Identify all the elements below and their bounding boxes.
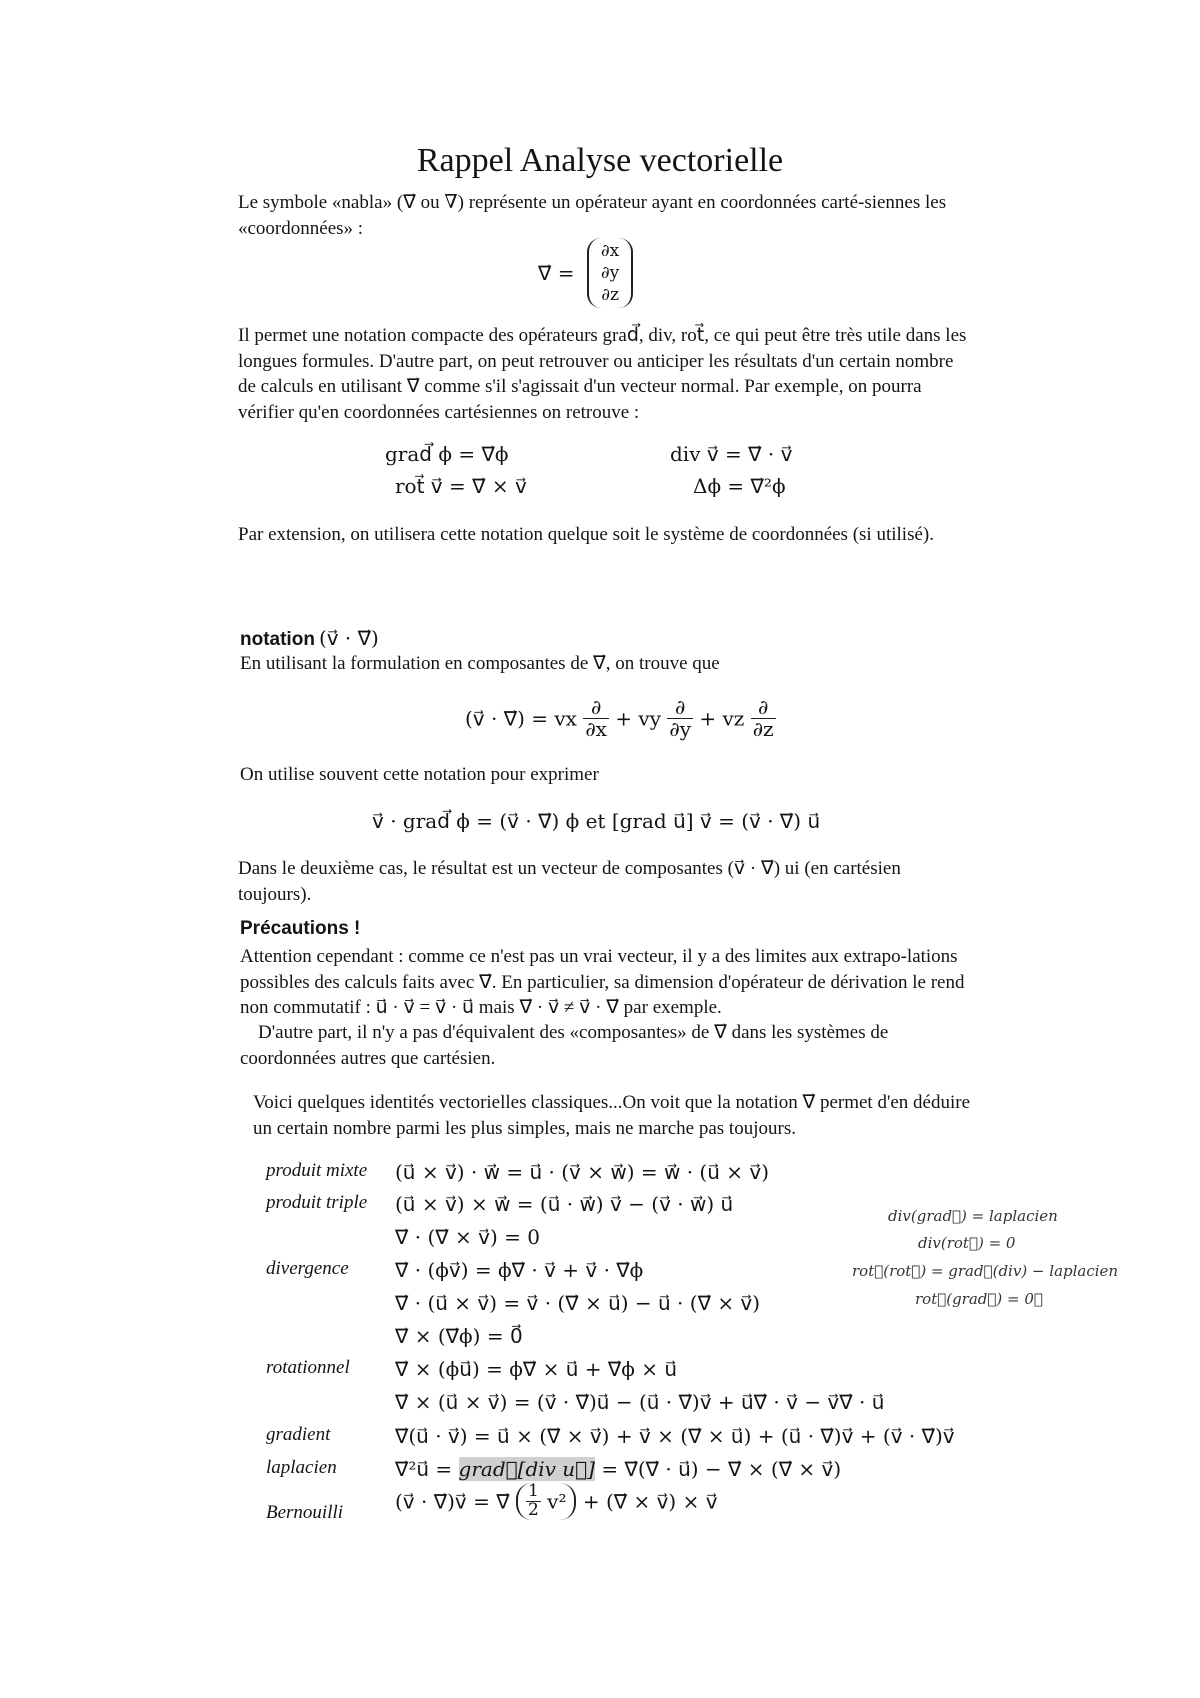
identity-div-rot: ∇⃗ · (∇⃗ × v⃗) = 0 — [395, 1225, 540, 1249]
fraction-d-dz — [751, 697, 776, 740]
frac-den-y: ∂y — [669, 717, 692, 741]
formula-rot: rot⃗ v⃗ = ∇⃗ × v⃗ — [395, 474, 527, 498]
notation-eq-mid1: + vy — [615, 706, 662, 731]
nabla-lhs: ∇⃗ = — [538, 261, 575, 285]
label-gradient: gradient — [266, 1424, 331, 1445]
intro-text-1: Le symbole «nabla» (∇⃗ ou ∇) représente un opérateur ayant en coordonnées carté-siennes les «coordonnées» : — [238, 192, 947, 239]
notation-paragraph-3 — [238, 856, 968, 907]
identity-rotationnel-1: ∇⃗ × (ϕu⃗) = ϕ∇⃗ × u⃗ + ∇⃗ϕ × u⃗ — [395, 1357, 678, 1381]
identity-rot-grad: ∇⃗ × (∇⃗ϕ) = 0⃗ — [395, 1324, 523, 1348]
identities-intro — [253, 1090, 983, 1141]
identities-intro-text: Voici quelques identités vectorielles classiques...On voit que la notation ∇⃗ permet d'en déduire un certain nombre parmi les plus simples, mais ne marche pas toujours. — [253, 1092, 971, 1139]
formula-div: div v⃗ = ∇⃗ · v⃗ — [670, 442, 793, 466]
notation-text-3: Dans le deuxième cas, le résultat est un vecteur de composantes (v⃗ · ∇⃗) ui (en cartésien toujours). — [238, 858, 901, 905]
precautions-heading: Précautions ! — [240, 918, 361, 939]
label-divergence: divergence — [266, 1258, 349, 1279]
bernouilli-paren — [516, 1483, 577, 1520]
side-note-4: rot⃗(grad⃗) = 0⃗ — [915, 1290, 1043, 1308]
frac-num-half: 1 — [527, 1481, 539, 1501]
precautions-text-2: D'autre part, il n'y a pas d'équivalent des «composantes» de ∇⃗ dans les systèmes de coordonnées autres que cartésien. — [240, 1022, 889, 1069]
formula-laplacian: Δϕ = ∇⃗²ϕ — [693, 474, 786, 498]
laplacien-highlight: grad⃗[div u⃗] — [458, 1457, 595, 1481]
identity-rotationnel-2: ∇⃗ × (u⃗ × v⃗) = (v⃗ · ∇⃗)u⃗ − (u⃗ · ∇⃗)v⃗ + u⃗∇⃗ · v⃗ − v⃗∇⃗ · u⃗ — [395, 1390, 885, 1414]
nabla-vector — [587, 238, 633, 308]
intro-text-2: Il permet une notation compacte des opérateurs grad⃗, div, rot⃗, ce qui peut être très utile dans les longues formules. D'autre part, on peut retrouver ou anticiper les résultats d'un certain nombre de calculs en utilisant ∇⃗ comme s'il s'agissait d'un vecteur normal. Par exemple, on pourra vérifier qu'en coordonnées cartésiennes on retrouve : — [238, 325, 967, 423]
notation-equation — [465, 697, 776, 740]
laplacien-lhs: ∇⃗²u⃗ = — [395, 1457, 453, 1481]
frac-num-x: ∂ — [583, 697, 609, 719]
identity-produit-mixte: (u⃗ × v⃗) · w⃗ = u⃗ · (v⃗ × w⃗) = w⃗ · (u⃗ × v⃗) — [395, 1160, 770, 1184]
intro-paragraph-3 — [238, 522, 968, 548]
nabla-component-x: ∂x — [600, 241, 620, 261]
formula-grad: grad⃗ ϕ = ∇⃗ϕ — [385, 442, 509, 466]
frac-num-y: ∂ — [667, 697, 693, 719]
nabla-definition — [538, 238, 633, 308]
notation-line-1: En utilisant la formulation en composantes de ∇⃗, on trouve que — [240, 653, 720, 674]
precautions-paragraph-1 — [240, 944, 970, 1021]
nabla-component-z: ∂z — [601, 285, 619, 305]
frac-den-x: ∂x — [585, 717, 607, 741]
notation-eq-mid2: + vz — [699, 706, 745, 731]
notation-equation-2: v⃗ · grad⃗ ϕ = (v⃗ · ∇⃗) ϕ et [grad u⃗] v⃗ = (v⃗ · ∇⃗) u⃗ — [372, 809, 821, 833]
identity-divergence-2: ∇⃗ · (u⃗ × v⃗) = v⃗ · (∇⃗ × u⃗) − u⃗ · (∇⃗ × v⃗) — [395, 1291, 761, 1315]
side-note-2: div(rot⃗) = 0 — [918, 1234, 1016, 1252]
precautions-paragraph-2 — [240, 1020, 970, 1071]
notation-heading-math: (v⃗ · ∇⃗) — [318, 626, 379, 650]
notation-heading-text: notation — [240, 629, 315, 650]
identity-laplacien — [395, 1457, 841, 1481]
intro-paragraph-2 — [238, 323, 968, 425]
label-produit-triple: produit triple — [266, 1192, 368, 1213]
laplacien-rhs: = ∇⃗(∇⃗ · u⃗) − ∇⃗ × (∇⃗ × v⃗) — [601, 1457, 842, 1481]
notation-heading — [240, 626, 379, 651]
label-produit-mixte: produit mixte — [266, 1160, 368, 1181]
nabla-component-y: ∂y — [600, 263, 620, 283]
identity-produit-triple: (u⃗ × v⃗) × w⃗ = (u⃗ · w⃗) v⃗ − (v⃗ · w⃗) u⃗ — [395, 1192, 734, 1216]
page-title: Rappel Analyse vectorielle — [416, 142, 784, 179]
label-rotationnel: rotationnel — [266, 1357, 350, 1378]
frac-den-z: ∂z — [752, 717, 774, 741]
frac-num-z: ∂ — [751, 697, 776, 719]
bernouilli-v-squared: v² — [547, 1489, 567, 1514]
bernouilli-rhs: + (∇⃗ × v⃗) × v⃗ — [582, 1489, 718, 1514]
side-note-3: rot⃗(rot⃗) = grad⃗(div) − laplacien — [852, 1262, 1119, 1280]
label-bernouilli: Bernouilli — [266, 1502, 344, 1523]
fraction-one-half — [526, 1483, 541, 1520]
intro-paragraph-1 — [238, 190, 968, 241]
identity-bernouilli — [395, 1483, 718, 1520]
identity-gradient: ∇⃗(u⃗ · v⃗) = u⃗ × (∇⃗ × v⃗) + v⃗ × (∇⃗ × u⃗) + (u⃗ · ∇⃗)v⃗ + (v⃗ · ∇⃗)v⃗ — [395, 1424, 955, 1448]
notation-line-2: On utilise souvent cette notation pour exprimer — [240, 764, 599, 785]
fraction-d-dx — [583, 697, 609, 740]
side-note-1: div(grad⃗) = laplacien — [888, 1207, 1058, 1225]
precautions-text-1: Attention cependant : comme ce n'est pas un vrai vecteur, il y a des limites aux extrapo-lations possibles des calculs faits avec ∇⃗. En particulier, sa dimension d'opérateur de dérivation le rend non commutatif : u⃗ · v⃗ = v⃗ · u⃗ mais ∇⃗ · v⃗ ≠ v⃗ · ∇⃗ par exemple. — [240, 946, 965, 1018]
bernouilli-lhs: (v⃗ · ∇⃗)v⃗ = ∇⃗ — [395, 1489, 510, 1514]
label-laplacien: laplacien — [266, 1457, 337, 1478]
notation-eq-lhs: (v⃗ · ∇⃗) = vx — [465, 706, 577, 731]
frac-den-half: 2 — [527, 1499, 539, 1520]
intro-text-3: Par extension, on utilisera cette notation quelque soit le système de coordonnées (si utilisé). — [238, 524, 934, 545]
identity-divergence-1: ∇⃗ · (ϕv⃗) = ϕ∇⃗ · v⃗ + v⃗ · ∇⃗ϕ — [395, 1258, 644, 1282]
fraction-d-dy — [667, 697, 693, 740]
